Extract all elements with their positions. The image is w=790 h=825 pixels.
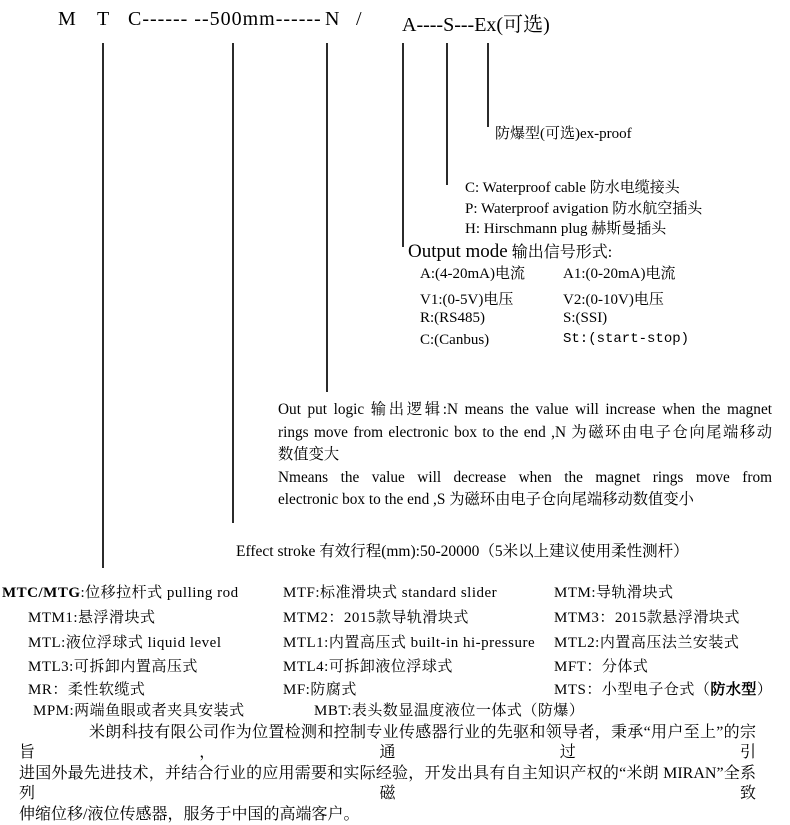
model-code-stroke: C------ --500mm------ bbox=[128, 8, 322, 30]
output-mode-item-c: C:(Canbus) bbox=[420, 332, 490, 348]
model-type-entry: MF:防腐式 bbox=[283, 682, 357, 698]
model-type-entry: MTL3:可拆卸内置高压式 bbox=[28, 659, 198, 675]
model-type-entry: MR：柔性软缆式 bbox=[28, 682, 146, 698]
company-intro-line: 进国外最先进技术，并结合行业的应用需要和实际经验，开发出具有自主知识产权的“米朗 MIRAN”全系列磁致 bbox=[19, 764, 756, 803]
model-type-entry: MTM:导轨滑块式 bbox=[554, 585, 674, 601]
output-logic-line: Out put logic 输出逻辑:N means the value will increase when the magnet bbox=[278, 401, 772, 418]
model-type-entry: MTL:液位浮球式 liquid level bbox=[28, 635, 222, 651]
connector-option-h: H: Hirschmann plug 赫斯曼插头 bbox=[465, 221, 667, 237]
output-mode-title bbox=[408, 239, 612, 263]
model-type-entry: MTL2:内置高压法兰安装式 bbox=[554, 635, 740, 651]
output-logic-line: electronic box to the end ,S 为磁环由电子仓向尾端移动数值变小 bbox=[278, 491, 694, 509]
model-type-entry: MTF:标准滑块式 standard slider bbox=[283, 585, 498, 601]
model-type-entry: MPM:两端鱼眼或者夹具安装式 bbox=[33, 703, 245, 719]
leader-line-stroke bbox=[232, 43, 234, 523]
connector-option-p: P: Waterproof avigation 防水航空插头 bbox=[465, 200, 703, 217]
model-type-entry: MBT:表头数显温度液位一体式（防爆） bbox=[314, 703, 585, 719]
model-type-entry: MFT：分体式 bbox=[554, 659, 649, 675]
output-logic-line: 数值变大 bbox=[278, 446, 340, 464]
output-mode-item-v2: V2:(0-10V)电压 bbox=[563, 292, 664, 308]
output-mode-title-en: Output mode bbox=[408, 241, 508, 262]
model-type-code: MTC/MTG bbox=[2, 585, 81, 601]
connector-options bbox=[465, 178, 702, 240]
model-code-slash: / bbox=[356, 8, 362, 30]
leader-line-connector bbox=[446, 43, 448, 185]
model-type-entry: MTL4:可拆卸液位浮球式 bbox=[283, 659, 453, 675]
model-code-t: T bbox=[97, 8, 110, 30]
output-logic-line: rings move from electronic box to the end ,N 为磁环由电子仓向尾端移动 bbox=[278, 423, 772, 441]
company-intro bbox=[19, 723, 756, 825]
output-mode-item-s: S:(SSI) bbox=[563, 310, 608, 326]
model-code-suffix: A----S---Ex(可选) bbox=[402, 14, 550, 36]
output-mode-item-r: R:(RS485) bbox=[420, 310, 486, 326]
connector-option-c: C: Waterproof cable 防水电缆接头 bbox=[465, 180, 680, 196]
output-mode-item-st: St:(start-stop) bbox=[563, 331, 690, 347]
leader-line-series bbox=[102, 43, 104, 568]
output-mode-item-v1: V1:(0-5V)电压 bbox=[420, 292, 514, 308]
model-type-entry: MTS：小型电子仓式（防水型） bbox=[554, 682, 773, 698]
output-logic-line: Nmeans the value will decrease when the magnet rings move from bbox=[278, 468, 772, 486]
leader-line-logic bbox=[326, 43, 328, 392]
model-type-entry: MTL1:内置高压式 built-in hi-pressure bbox=[283, 635, 536, 651]
output-mode-item-a: A:(4-20mA)电流 bbox=[420, 266, 525, 282]
output-mode-title-zh: 输出信号形式: bbox=[507, 244, 613, 261]
output-mode-item-a1: A1:(0-20mA)电流 bbox=[563, 266, 676, 282]
leader-line-exproof bbox=[487, 43, 489, 127]
model-type-entry: MTC/MTG:位移拉杆式 pulling rod bbox=[2, 585, 239, 601]
output-logic-paragraph bbox=[278, 399, 772, 512]
effect-stroke-note: Effect stroke 有效行程(mm):50-20000（5米以上建议使用柔性测杆） bbox=[236, 543, 689, 560]
company-intro-line: 伸缩位移/液位传感器，服务于中国的高端客户。 bbox=[19, 805, 360, 823]
model-type-entry: MTM2：2015款导轨滑块式 bbox=[283, 610, 469, 626]
model-type-entry: MTM3：2015款悬浮滑块式 bbox=[554, 610, 740, 626]
exproof-label: 防爆型(可选)ex-proof bbox=[495, 126, 632, 142]
model-type-entry: MTM1:悬浮滑块式 bbox=[28, 610, 156, 626]
company-intro-line: 米朗科技有限公司作为位置检测和控制专业传感器行业的先驱和领导者，秉承“用户至上”的宗旨，通过引 bbox=[19, 724, 756, 762]
model-code-logic: N bbox=[325, 8, 340, 30]
waterproof-type-label: 防水型 bbox=[710, 682, 757, 698]
leader-line-outputmode bbox=[402, 43, 404, 247]
model-code-m: M bbox=[58, 8, 76, 30]
